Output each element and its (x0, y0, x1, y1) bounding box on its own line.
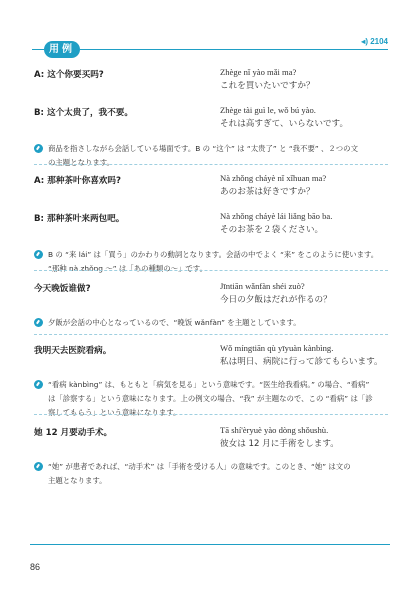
chinese-sentence: B: 这个太贵了，我不要。 (34, 108, 133, 118)
example-row (34, 278, 388, 316)
example-row (34, 102, 388, 140)
note-line: 主題となります。 (48, 476, 107, 485)
audio-track-label[interactable]: ◂) 2104 (361, 37, 388, 46)
example-row (34, 422, 388, 460)
japanese-translation: 彼女は 12 月に手術をします。 (220, 439, 339, 449)
example-section-5 (34, 422, 388, 488)
pencil-icon (34, 380, 43, 389)
pinyin-text: Jīntiān wǎnfàn shéi zuò? (220, 281, 305, 291)
chinese-sentence: 今天晚饭谁做? (34, 284, 91, 294)
note-line: の主題となります。 (48, 158, 114, 167)
example-section-1 (34, 64, 388, 170)
explanation-note (34, 142, 388, 170)
pencil-icon (34, 462, 43, 471)
footer-rule (30, 544, 390, 545)
note-line: 夕飯が会話の中心となっているので、“晚饭 wǎnfàn” を主題としています。 (48, 318, 301, 327)
pinyin-text: Nà zhǒng cháyè nǐ xǐhuan ma? (220, 173, 327, 183)
chinese-sentence: A: 那种茶叶你喜欢吗? (34, 176, 121, 186)
note-line: “她” が患者であれば、“动手术” は「手術を受ける人」の意味です。このとき、“她” は文の (48, 462, 351, 471)
page-number: 86 (30, 562, 41, 572)
section-divider (34, 414, 388, 415)
pinyin-text: Wǒ míngtiān qù yīyuàn kànbìng. (220, 343, 334, 353)
example-section-2 (34, 170, 388, 276)
pinyin-text: Zhège nǐ yào mǎi ma? (220, 67, 297, 77)
chinese-sentence: 她 12 月要动手术。 (34, 428, 113, 438)
explanation-note (34, 248, 388, 276)
chinese-sentence: B: 那种茶叶来两包吧。 (34, 214, 125, 224)
page-header (0, 0, 420, 60)
chinese-sentence: 我明天去医院看病。 (34, 346, 112, 356)
japanese-translation: あのお茶は好きですか？ (220, 187, 315, 197)
japanese-translation: それは高すぎて、いらないです。 (220, 119, 349, 129)
example-section-3 (34, 278, 388, 330)
japanese-translation: そのお茶を２袋ください。 (220, 225, 324, 235)
japanese-translation: 今日の夕飯はだれが作るの？ (220, 295, 332, 305)
note-line: 察してもらう」という意味になります。 (48, 408, 181, 417)
example-row (34, 170, 388, 208)
example-section-4 (34, 340, 388, 420)
pinyin-text: Tā shí'èryuè yào dòng shǒushù. (220, 425, 329, 435)
header-rule-right (80, 49, 388, 50)
section-divider (34, 334, 388, 335)
pencil-icon (34, 144, 43, 153)
example-row (34, 64, 388, 102)
explanation-note (34, 316, 388, 330)
japanese-translation: 私は明日、病院に行って診てもらいます。 (220, 357, 383, 367)
chinese-sentence: A: 这个你要买吗? (34, 70, 104, 80)
pencil-icon (34, 250, 43, 259)
explanation-note (34, 460, 388, 488)
japanese-translation: これを買いたいですか？ (220, 81, 315, 91)
note-line: “那种 nà zhǒng ～” は「あの種類の～」です。 (48, 264, 207, 273)
example-row (34, 208, 388, 246)
section-badge: 用例 (44, 41, 80, 58)
note-line: “看病 kànbìng” は、もともと「病気を見る」という意味です。“医生给我看病。” の場合、“看病” (48, 380, 370, 389)
note-line: は「診察する」という意味になります。上の例文の場合、“我” が主題なので、この “看病” は「診 (48, 394, 373, 403)
header-rule-left (32, 49, 44, 50)
pencil-icon (34, 318, 43, 327)
section-divider (34, 270, 388, 271)
example-row (34, 340, 388, 378)
note-line: 商品を指さしながら会話している場面です。B の “这个” は “太贵了” と “我不要” 、２つの文 (48, 144, 358, 153)
pinyin-text: Nà zhǒng cháyè lái liǎng bāo ba. (220, 211, 333, 221)
note-line: B の “来 lái” は「買う」のかわりの動詞となります。会話の中でよく “来” をこのように使います。 (48, 250, 379, 259)
section-divider (34, 164, 388, 165)
pinyin-text: Zhège tài guì le, wǒ bú yào. (220, 105, 316, 115)
